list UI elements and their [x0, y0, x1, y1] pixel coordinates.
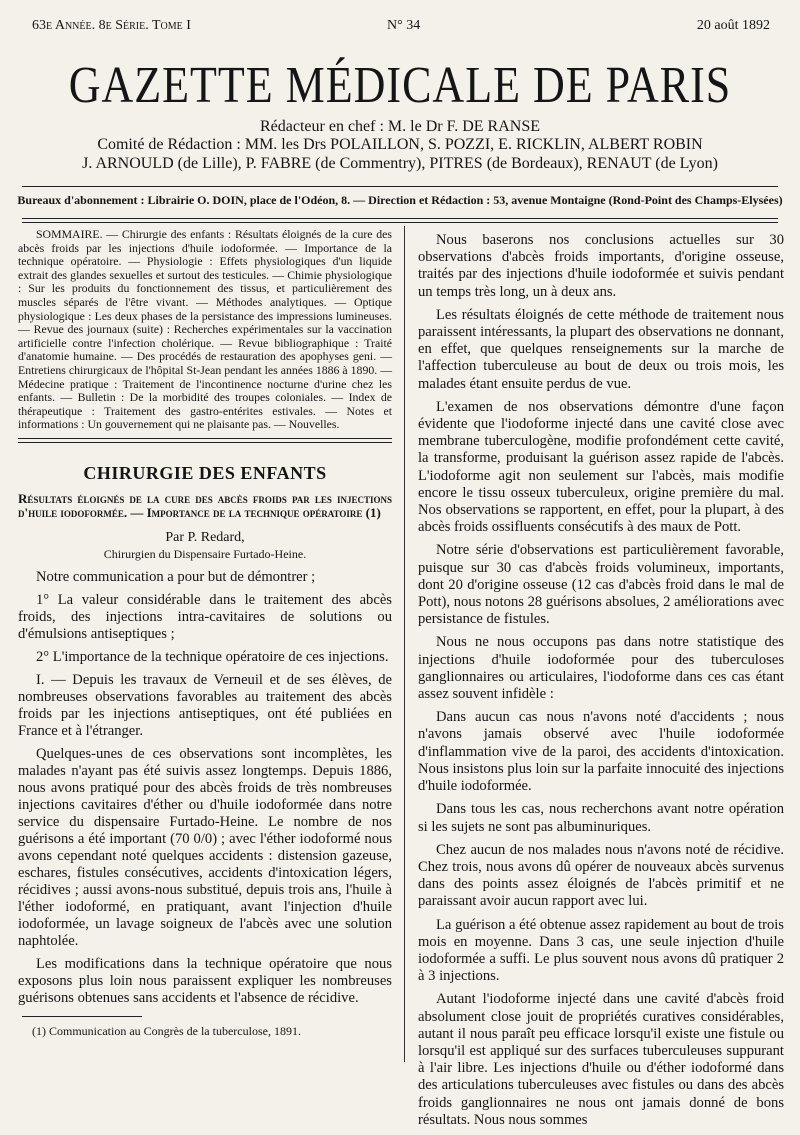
article-author: Par P. Redard,: [165, 529, 245, 545]
article-paragraph: 2° L'importance de la technique opératoire de ces injections.: [36, 648, 389, 665]
divider: [22, 186, 778, 187]
article-paragraph: Autant l'iodoforme injecté dans une cavité d'abcès froid absolument close jouit de propriétés curatives considérables, autant il nous paraît peu efficace lorsqu'il existe une fistule ou lorsqu'il est appliqué sur des surfaces tuberculeuses suppurant à l'air libre. Les injections d'huile ou d'éther iodoformé dans des articulations tuberculeuses avec fistules ou dans des abcès froids ganglionnaires ne nous ont jamais donné de bons résultats. Nous nous sommes: [418, 991, 784, 1128]
article-paragraph: 1° La valeur considérable dans le traitement des abcès froids, des injections intra-cavitaires de solutions ou d'émulsions antiseptiques ;: [18, 591, 392, 642]
issue-header: [32, 18, 770, 38]
editorial-committee-continued: J. ARNOULD (de Lille), P. FABRE (de Commentry), PITRES (de Bordeaux), RENAUT (de Lyon): [82, 155, 718, 172]
article-paragraph: Les résultats éloignés de cette méthode de traitement nous paraissent intéressants, la plupart des observations ne donnant, en effet, que quelques renseignements sur la marche de l'affection tuberculeuse au bout de deux ou trois mois, les malades étant ensuite perdus de vue.: [418, 306, 784, 392]
article-paragraph: Dans aucun cas nous n'avons noté d'accidents ; nous n'avons jamais observé avec l'huile iodoformée d'inflammation vive de la paroi, des accidents d'intoxication. Nous insistons plus loin sur la parfaite innocuité des injections d'huile iodoformée.: [418, 709, 784, 795]
footnote-rule: [22, 1016, 142, 1017]
footnote: (1) Communication au Congrès de la tuberculose, 1891.: [32, 1024, 301, 1038]
article-paragraph: Les modifications dans la technique opératoire que nous exposons plus loin nous paraissent expliquer les nombreuses guérisons obtenues sans accidents et l'absence de récidive.: [18, 955, 392, 1006]
divider-double: [22, 218, 778, 223]
issue-number: N° 34: [387, 18, 421, 33]
column-divider: [404, 226, 405, 1062]
article-paragraph: Nous baserons nos conclusions actuelles sur 30 observations d'abcès froids importants, d'origine osseuse, traités par des injections d'huile iodoformée et suivis pendant un temps très long, un à deux ans.: [418, 232, 784, 300]
article-title: Résultats éloignés de la cure des abcès froids par les injections d'huile iodoformée. — Importance de la technique opératoire (1): [18, 490, 392, 521]
article-paragraph: Notre série d'observations est particulièrement favorable, puisque sur 30 cas d'abcès froids volumineux, importants, dont 20 d'origine osseuse (12 cas d'abcès froid dans le mal de Pott), nous notons 28 guérisons absolues, 2 améliorations avec persistance de fistules.: [418, 542, 784, 628]
editorial-committee: Comité de Rédaction : MM. les Drs POLAILLON, S. POZZI, E. RICKLIN, ALBERT ROBIN: [97, 136, 703, 153]
editor-in-chief: Rédacteur en chef : M. le Dr F. DE RANSE: [260, 118, 540, 135]
issue-volume: 63e Année. 8e Série. Tome I: [32, 18, 191, 33]
article-paragraph: I. — Depuis les travaux de Verneuil et de ses élèves, de nombreuses observations favorables au traitement des abcès froids par les injections antiseptiques, ont été publiées en France et à l'étranger.: [18, 671, 392, 739]
masthead-title: GAZETTE MÉDICALE DE PARIS: [68, 56, 732, 114]
section-title: CHIRURGIE DES ENFANTS: [83, 462, 327, 483]
article-paragraph: Dans tous les cas, nous recherchons avant notre opération si les sujets ne sont pas albuminuriques.: [418, 801, 784, 835]
author-affiliation: Chirurgien du Dispensaire Furtado-Heine.: [103, 546, 307, 561]
left-column: [18, 228, 392, 1013]
article-paragraph: Notre communication a pour but de démontrer ;: [36, 568, 316, 585]
article-paragraph: La guérison a été obtenue assez rapidement au bout de trois mois en moyenne. Dans 3 cas, une seule injection d'huile iodoformée a suffi. Le plus souvent nous avons dû pratiquer 2 à 3 injections.: [418, 916, 784, 985]
subscription-office: Bureaux d'abonnement : Librairie O. DOIN, place de l'Odéon, 8. — Direction et Rédaction : 53, avenue Montaigne (Rond-Point des Champs-Elysées): [17, 193, 783, 207]
article-paragraph: Quelques-unes de ces observations sont incomplètes, les malades n'ayant pas été suivis assez longtemps. Depuis 1886, nous avons pratiqué pour des abcès froids de très nombreuses injections cavitaires d'éther ou d'huile iodoformée dans notre service du dispensaire Furtado-Heine. Le nombre de nos guérisons a été important (70 0/0) ; avec l'éther iodoformé nous avons cependant noté quelques accidents : distension gazeuse, eschares, fistules consécutives, accidents d'intoxication légers, récidives ; aussi avons-nous substitué, depuis trois ans, l'huile à l'éther iodoformé, en pratiquant, avant l'injection d'huile iodoformée, un lavage soigneux de l'abcès avec une solution naphtolée.: [18, 745, 392, 949]
right-column: [418, 232, 784, 1135]
issue-date: 20 août 1892: [696, 18, 770, 33]
divider-double: [18, 438, 392, 443]
article-paragraph: L'examen de nos observations démontre d'une façon évidente que l'iodoforme injecté dans une cavité close avec membrane tuberculogène, modifie profondément cette cavité, la transforme, produisant la guérison assez rapide de l'abcès. L'iodoforme agit non seulement sur l'abcès, mais modifie encore le tissu osseux tuberculeux, origine première du mal. Nos observations se rapportent, en effet, pour la plupart, à des abcès froids ossifluents consécutifs à des maux de Pott.: [418, 398, 784, 536]
table-of-contents: SOMMAIRE. — Chirurgie des enfants : Résultats éloignés de la cure des abcès froids par les injections d'huile iodoformée. — Importance de la technique opératoire. — Physiologie : Effets physiologiques d'un liquide extrait des glandes sexuelles et surtout des testicules. — Chimie physiologique : Sur les produits du fonctionnement des tissus, et particulièrement des muscles séparés de l'être vivant. — Méthodes analytiques. — Optique physiologique : Les deux phases de la persistance des impressions lumineuses. — Revue des journaux (suite) : Recherches expérimentales sur la vaccination artificielle contre l'infection cholérique. — Revue bibliographique : Traité d'anatomie humaine. — Des procédés de restauration des apophyses geni. — Entretiens chirurgicaux de l'hôpital St-Jean pendant les années 1886 à 1890. — Médecine pratique : Traitement de l'incontinence nocturne d'urine chez les enfants. — Bulletin : De la morbidité des troupes coloniales. — Index de thérapeutique : Traitement des gastro-entérites estivales. — Notes et informations : Un gouvernement qui ne plaisante pas. — Nouvelles.: [18, 227, 392, 432]
article-paragraph: Nous ne nous occupons pas dans notre statistique des injections d'huile iodoformée pour des tuberculoses ganglionnaires ou articulaires, l'iodoforme dans ces cas étant assez souvent infidèle :: [418, 634, 784, 703]
article-paragraph: Chez aucun de nos malades nous n'avons noté de récidive. Chez trois, nous avons dû opérer de nouveaux abcès survenus dans des points assez éloignés de l'abcès primitif et ne paraissant avoir aucun rapport avec lui.: [418, 841, 784, 910]
